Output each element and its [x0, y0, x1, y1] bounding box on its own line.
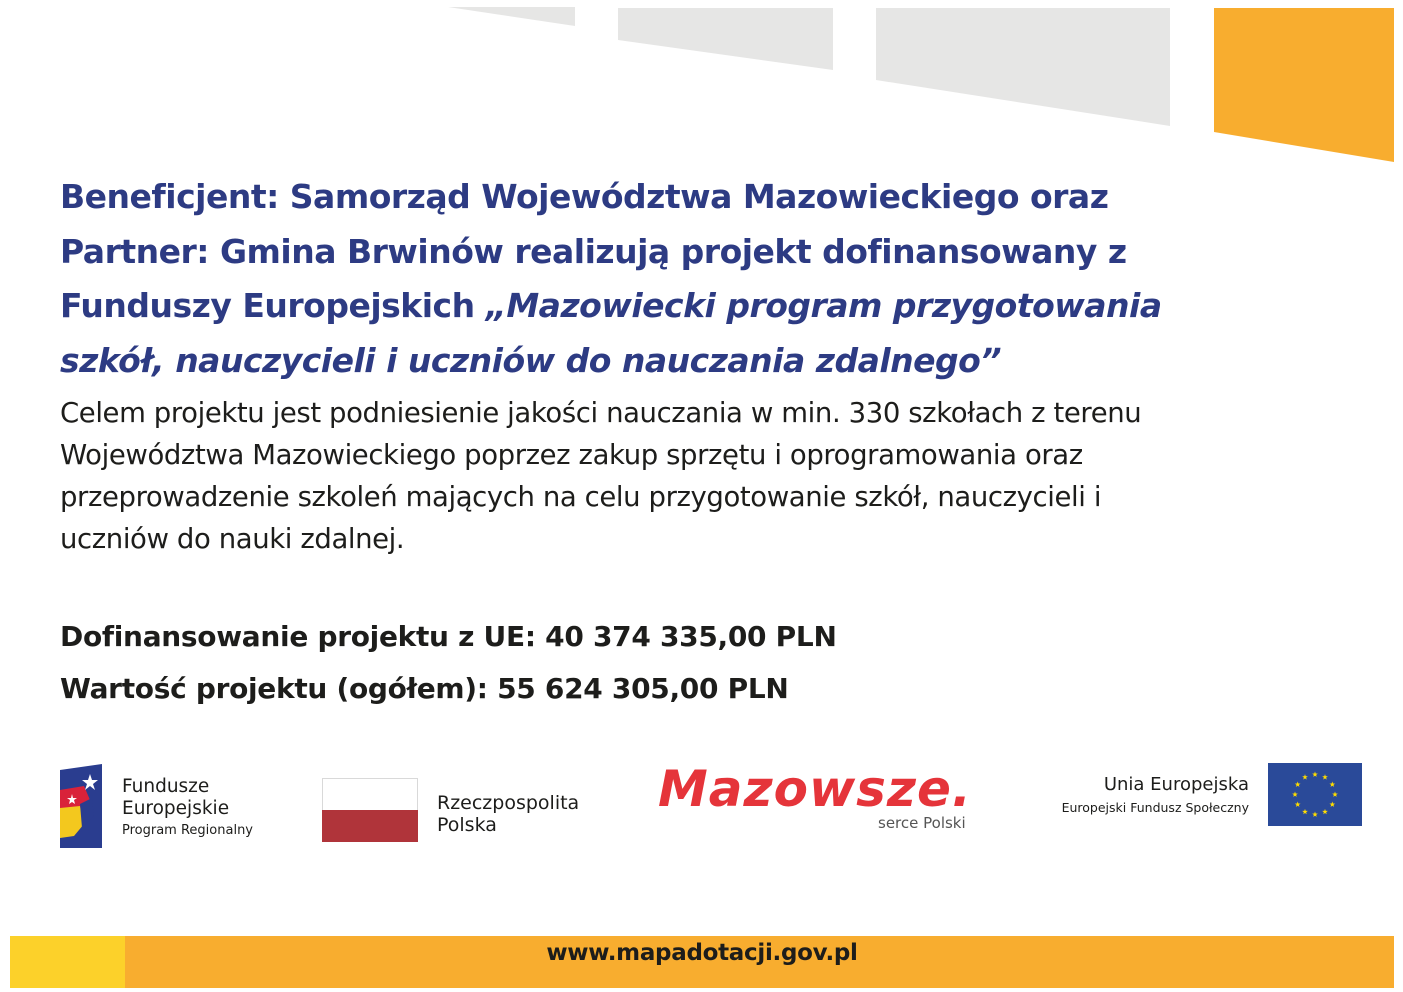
description-line-3: przeprowadzenie szkoleń mających na celu przygotowanie szkół, nauczycieli i	[60, 481, 1102, 513]
eu-flag-icon	[1268, 763, 1362, 826]
mazowsze-logo-text: Mazowsze.	[658, 760, 972, 818]
rp-logo-line-1: Rzeczpospolita	[437, 792, 580, 814]
fe-logo-line-1: Fundusze	[122, 776, 210, 797]
heading-line-3	[60, 279, 1350, 334]
description-line-2: Województwa Mazowieckiego poprzez zakup sprzętu i oprogramowania oraz	[60, 439, 1083, 471]
heading-line-3-plain: Funduszy Europejskich	[60, 286, 486, 325]
fe-logo-line-3: Program Regionalny	[122, 823, 253, 838]
footer-bar	[10, 936, 1394, 988]
ue-logo-line-1: Unia Europejska	[1103, 774, 1249, 795]
deco-orange-shape	[1214, 8, 1394, 162]
deco-gray-shape-1	[448, 7, 575, 26]
project-heading	[60, 170, 1350, 388]
deco-gray-shape-3	[876, 8, 1170, 126]
fundusze-europejskie-icon	[60, 764, 104, 848]
header-decoration	[0, 0, 1403, 170]
project-description	[60, 392, 1300, 560]
project-title-part-2: szkół, nauczycieli i uczniów do nauczania zdalnego”	[60, 340, 1002, 380]
ue-logo-line-2: Europejski Fundusz Społeczny	[1061, 800, 1249, 815]
footer-website-link[interactable]: www.mapadotacji.gov.pl	[546, 940, 858, 966]
polish-flag-icon	[322, 778, 418, 842]
description-line-1: Celem projektu jest podniesienie jakości nauczania w min. 330 szkołach z terenu	[60, 397, 1142, 429]
total-project-value: Wartość projektu (ogółem): 55 624 305,00 PLN	[60, 672, 789, 705]
fe-logo-line-2: Europejskie	[122, 798, 230, 819]
project-title-part-1: „Mazowiecki program przygotowania	[485, 286, 1162, 325]
eu-funding-amount: Dofinansowanie projektu z UE: 40 374 335,00 PLN	[60, 620, 837, 653]
description-line-4: uczniów do nauki zdalnej.	[60, 523, 405, 555]
deco-gray-shape-2	[618, 8, 833, 70]
heading-line-1: Beneficjent: Samorząd Województwa Mazowieckiego oraz	[60, 177, 1109, 216]
mazowsze-tagline: serce Polski	[878, 814, 966, 832]
mazowsze-logo	[656, 760, 996, 818]
heading-line-2: Partner: Gmina Brwinów realizują projekt dofinansowany z	[60, 231, 1127, 271]
rp-logo-line-2: Polska	[437, 814, 497, 836]
